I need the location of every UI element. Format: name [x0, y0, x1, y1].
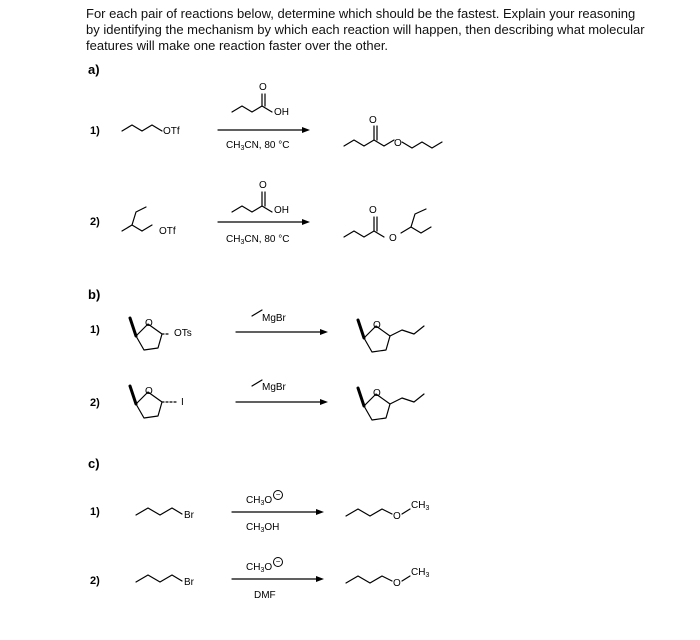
b1-substrate-label: OTs — [174, 328, 192, 339]
c2-substrate-chain — [136, 575, 182, 582]
b2-reagent-bond — [252, 380, 262, 386]
b2-ring-o: O — [145, 386, 153, 397]
a1-product-label: O — [394, 138, 402, 149]
a-r1-number: 1) — [90, 125, 100, 137]
a1-product-carbonyl-o: O — [369, 115, 377, 126]
a2-arrowhead — [302, 219, 310, 225]
c2-reagent: $CH_3O-$ — [246, 557, 283, 574]
c2-substrate-label: Br — [184, 577, 194, 588]
c1-substrate-label: Br — [184, 510, 194, 521]
a2-substrate-chain — [122, 225, 142, 231]
a1-product-chain — [344, 140, 394, 146]
c1-solvent: $CH_3OH$ — [246, 522, 280, 534]
a2-substrate-label: OTf — [159, 226, 176, 237]
a2-reagent-chain — [232, 206, 272, 212]
a1-substrate-chain — [122, 125, 162, 131]
c1-product-o: O — [393, 511, 401, 522]
a2-reagent-label: OH — [274, 205, 289, 216]
c2-arrowhead — [316, 576, 324, 582]
a2-reagent-carbonyl-o: O — [259, 180, 267, 191]
a2-product-carbonyl-o: O — [369, 205, 377, 216]
a2-conditions: $CH_3CN$, 80 °C — [226, 234, 290, 246]
a2-product-label: O — [389, 233, 397, 244]
b-r1-number: 1) — [90, 324, 100, 336]
a1-substrate-label: OTf — [163, 126, 180, 137]
c2-product-label: $CH_3$ — [411, 567, 430, 579]
b1-reagent-bond — [252, 310, 262, 316]
section-b-label: b) — [88, 287, 101, 302]
c2-product-chain — [346, 576, 392, 583]
a1-reagent-label: OH — [274, 107, 289, 118]
c1-arrowhead — [316, 509, 324, 515]
c1-reagent: $CH_3O-$ — [246, 490, 283, 507]
c1-product-label: $CH_3$ — [411, 500, 430, 512]
b-r2-number: 2) — [90, 397, 100, 409]
c2-solvent: DMF — [254, 590, 276, 601]
b1-ring-o: O — [145, 318, 153, 329]
a1-reagent-chain — [232, 106, 272, 112]
section-a-label: a) — [88, 62, 100, 77]
c-r2-number: 2) — [90, 575, 100, 587]
a2-product-chain — [344, 231, 384, 237]
b2-product-label: O — [373, 388, 381, 399]
a-r2-number: 2) — [90, 216, 100, 228]
c1-product-chain — [346, 509, 392, 516]
section-c-label: c) — [88, 456, 100, 471]
c2-product-o: O — [393, 578, 401, 589]
b1-reagent: MgBr — [262, 313, 286, 324]
c1-substrate-chain — [136, 508, 182, 515]
b1-arrowhead — [320, 329, 328, 335]
b2-substrate-label: I — [181, 397, 184, 408]
b2-arrowhead — [320, 399, 328, 405]
a1-conditions: $CH_3CN$, 80 °C — [226, 140, 290, 152]
b1-product-label: O — [373, 320, 381, 331]
c-r1-number: 1) — [90, 506, 100, 518]
a1-arrowhead — [302, 127, 310, 133]
b2-reagent: MgBr — [262, 382, 286, 393]
a1-reagent-carbonyl-o: O — [259, 82, 267, 93]
question-intro: For each pair of reactions below, determine which should be the fastest. Explain your reasoning by identifying the mechanism by which each reaction will happen, then describing what molecular features will make one reaction faster over the other. — [86, 6, 645, 53]
